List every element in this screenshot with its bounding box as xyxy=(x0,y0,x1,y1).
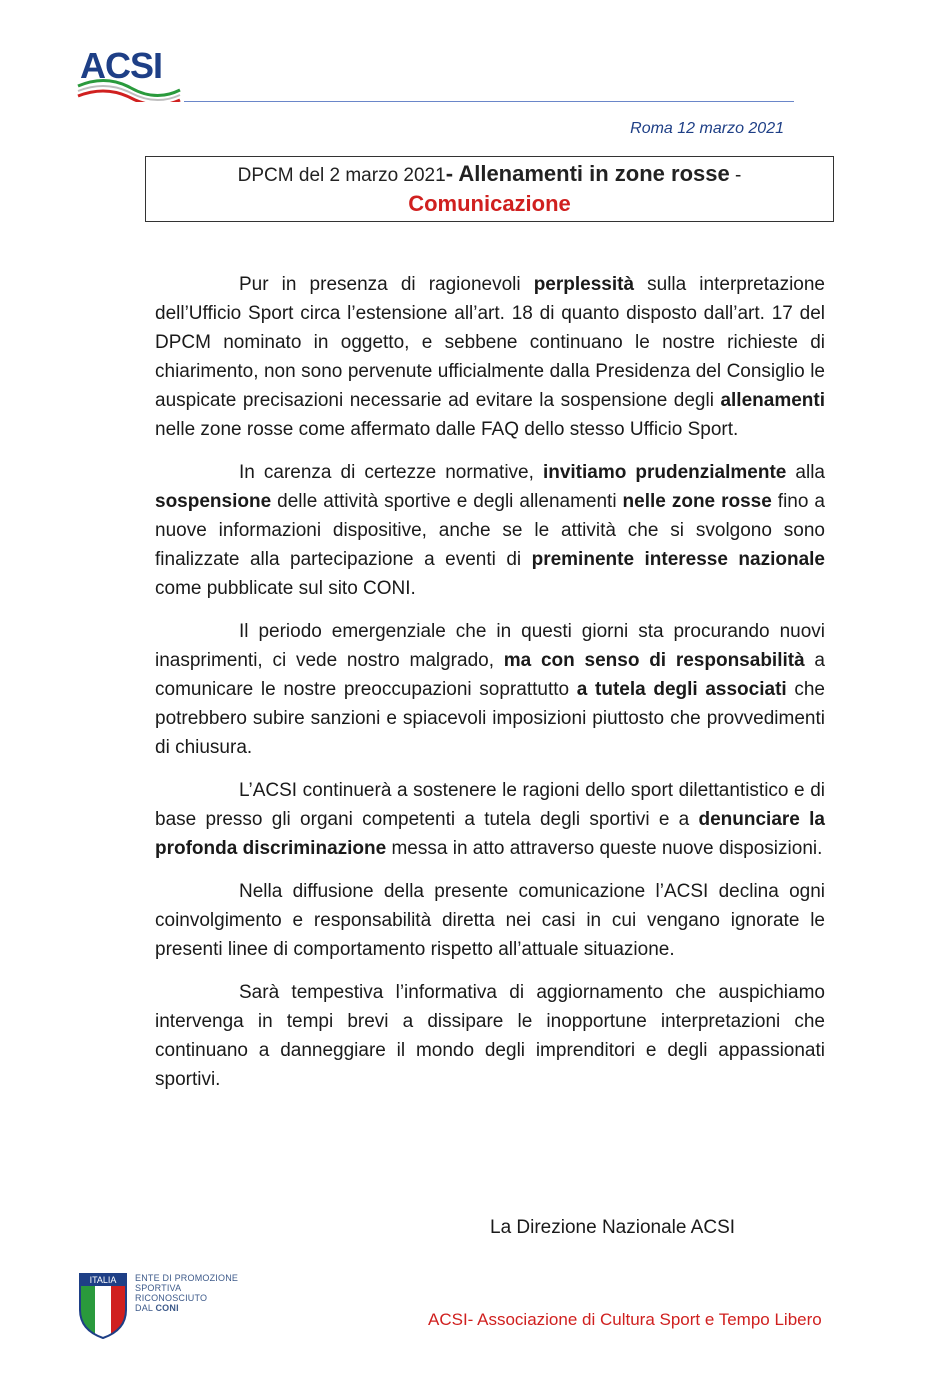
text-run: che potrebbero subire sanzioni e spiacevoli imposizioni piuttosto che provvedimenti di chiusura. xyxy=(155,679,825,758)
ente-line-4-prefix: DAL xyxy=(135,1303,156,1313)
title-main: Allenamenti in zone rosse xyxy=(458,161,730,186)
text-run: a comunicare le nostre preoccupazioni soprattutto xyxy=(155,650,825,700)
bold-run: ma con senso di responsabilità xyxy=(503,650,805,671)
document-date: Roma 12 marzo 2021 xyxy=(630,120,784,137)
coni-recognition xyxy=(135,1273,238,1313)
text-run: messa in atto attraverso queste nuove disposizioni. xyxy=(386,838,823,859)
body-paragraph xyxy=(155,617,825,762)
bold-run: invitiamo prudenzialmente xyxy=(542,462,787,483)
title-subtitle: Comunicazione xyxy=(408,191,571,216)
body-paragraph xyxy=(155,270,825,444)
text-run: Il periodo emergenziale che in questi giorni sta procurando nuovi inasprimenti, ci vede nostro malgrado, xyxy=(155,621,825,671)
ente-line-2: SPORTIVA xyxy=(135,1283,182,1293)
ente-line-4 xyxy=(135,1303,238,1313)
bold-run: preminente interesse nazionale xyxy=(531,549,825,570)
italia-shield-icon xyxy=(78,1272,128,1340)
text-run: In carenza di certezze normative, xyxy=(239,462,543,483)
bold-run: allenamenti xyxy=(720,390,825,411)
text-run: fino a nuove informazioni dispositive, anche se le attività che si svolgono sono finalizzate alla partecipazione a eventi di xyxy=(155,491,825,570)
footer-association-name: ACSI- Associazione di Cultura Sport e Tempo Libero xyxy=(428,1310,822,1329)
logo-text: ACSI xyxy=(80,45,163,86)
text-run: Sarà tempestiva l’informativa di aggiornamento che auspichiamo intervenga in tempi brevi a dissipare le inopportune interpretazioni che continuano a danneggiare il mondo degli imprenditori e degli appassionati sportivi. xyxy=(155,982,825,1090)
text-run: Nella diffusione della presente comunicazione l’ACSI declina ogni coinvolgimento e responsabilità diretta nei casi in cui vengano ignorate le presenti linee di comportamento rispetto all’attuale situazione. xyxy=(155,881,825,960)
signature: La Direzione Nazionale ACSI xyxy=(490,1217,736,1238)
body-paragraph xyxy=(155,978,825,1094)
title-prefix: DPCM del 2 marzo 2021 xyxy=(237,165,446,186)
title-dash-left: - xyxy=(445,161,459,186)
bold-run: denunciare la profonda discriminazione xyxy=(155,809,825,859)
text-run: delle attività sportive e degli allenamenti xyxy=(271,491,623,512)
text-run: alla xyxy=(786,462,825,483)
text-run: Pur in presenza di ragionevoli xyxy=(239,274,534,295)
acsi-logo xyxy=(76,44,184,102)
title-dash-right: - xyxy=(729,165,742,186)
text-run: come pubblicate sul sito CONI. xyxy=(155,578,416,599)
shield-label: ITALIA xyxy=(89,1275,117,1285)
body-paragraph xyxy=(155,877,825,964)
bold-run: nelle zone rosse xyxy=(622,491,772,512)
text-run: sulla interpretazione dell’Ufficio Sport circa l’estensione all’art. 18 di quanto disposto dall’art. 17 del DPCM nominato in oggetto, e sebbene continuano le nostre richieste di chiarimento, non sono pervenute ufficialmente dalla Presidenza del Consiglio le auspicate precisazioni necessarie ad evitare la sospensione degli xyxy=(155,274,825,411)
ente-line-3: RICONOSCIUTO xyxy=(135,1293,208,1303)
letter-body xyxy=(155,270,825,1108)
body-paragraph xyxy=(155,458,825,603)
ente-line-1: ENTE DI PROMOZIONE xyxy=(135,1273,239,1283)
title-box xyxy=(145,156,834,222)
ente-line-4-bold: CONI xyxy=(155,1303,179,1313)
text-run: L’ACSI continuerà a sostenere le ragioni dello sport dilettantistico e di base presso gli organi competenti a tutela degli sportivi e a xyxy=(155,780,825,830)
header-rule xyxy=(184,101,794,102)
bold-run: a tutela degli associati xyxy=(576,679,787,700)
title-line xyxy=(146,161,833,189)
bold-run: sospensione xyxy=(155,491,272,512)
bold-run: perplessità xyxy=(533,274,635,295)
text-run: nelle zone rosse come affermato dalle FAQ dello stesso Ufficio Sport. xyxy=(155,419,739,440)
body-paragraph xyxy=(155,776,825,863)
